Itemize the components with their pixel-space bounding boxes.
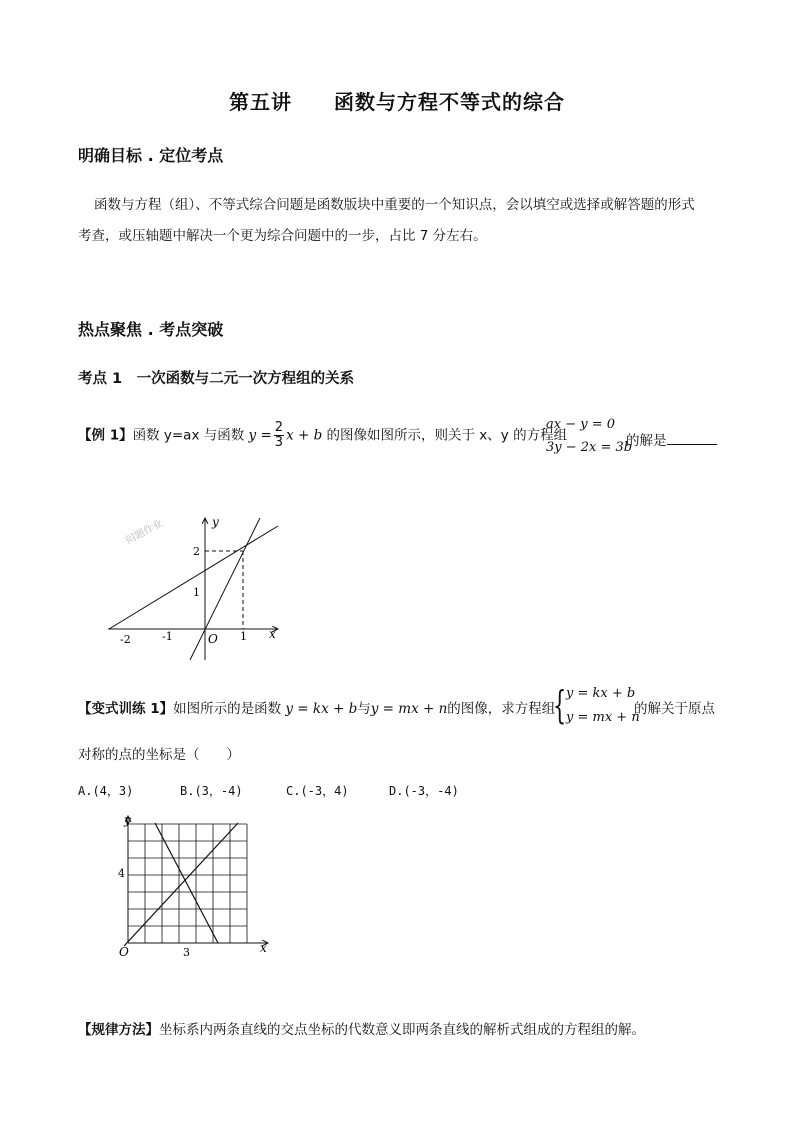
example1-fraction: [274, 421, 284, 450]
kaodian-heading: 考点 1 一次函数与二元一次方程组的关系: [78, 371, 355, 387]
variant1-text-b: 的图像，求方程组: [447, 701, 556, 717]
example1-answer: [626, 429, 717, 449]
example1-text-a: 函数 y=ax 与函数: [132, 427, 245, 444]
title-part1: 第五讲: [229, 90, 292, 114]
tick-label-x-3: 3: [183, 946, 190, 959]
rule-line: [78, 1018, 645, 1038]
line-y-ax: [190, 518, 260, 660]
section1-para-line2: 考查，或压轴题中解决一个更为综合问题中的一步，占比 7 分左右。: [78, 228, 487, 244]
section2-heading: 热点聚焦 . 考点突破: [78, 320, 224, 339]
y-axis-label: y: [124, 813, 131, 827]
example1-eq-y: y =: [248, 427, 272, 444]
section1-heading: 明确目标 . 定位考点: [78, 146, 224, 165]
example1-tag: 【例 1】: [78, 427, 133, 444]
tick-label-x-neg1: -1: [162, 630, 173, 643]
variant1-system-line1: y = kx + b: [566, 686, 636, 701]
tick-label-x-1: 1: [240, 630, 247, 643]
fraction-denominator: 3: [274, 435, 284, 450]
system-brace: {: [553, 683, 567, 727]
x-axis-label: x: [260, 941, 267, 955]
choice-c[interactable]: C.(-3，4): [286, 784, 349, 798]
variant1-eq2: y = mx + n: [370, 701, 448, 717]
answer-blank[interactable]: [667, 432, 717, 445]
variant1-tag: 【变式训练 1】: [78, 701, 174, 717]
section1-para-line1: 函数与方程（组）、不等式综合问题是函数版块中重要的一个知识点，会以填空或选择或解答题的形式: [94, 197, 695, 213]
variant1-text-a: 如图所示的是函数: [173, 701, 282, 717]
example1-system-line1: ax − y = 0: [546, 417, 616, 432]
variant1-text-c: 的解关于原点: [634, 701, 715, 717]
example1-eq-rest: x + b: [286, 427, 323, 444]
grid: [128, 824, 247, 943]
variant1-eq1: y = kx + b: [285, 701, 358, 717]
tick-label-y-1: 1: [193, 586, 200, 599]
origin-label: O: [208, 632, 218, 646]
example1-text-b: 的图像如图所示，则关于 x、y 的方程组: [326, 427, 568, 444]
origin-label: O: [119, 945, 129, 959]
example1-graph: [100, 510, 290, 665]
page-title: [0, 86, 794, 115]
x-axis-label: x: [269, 627, 276, 641]
variant1-text-and: 与: [357, 701, 371, 717]
variant1-system-line2: y = mx + n: [566, 710, 640, 725]
fraction-numerator: 2: [274, 420, 284, 435]
example1-line: [78, 421, 567, 450]
tick-label-x-neg2: -2: [120, 633, 131, 646]
rule-text: 坐标系内两条直线的交点坐标的代数意义即两条直线的解析式组成的方程组的解。: [159, 1022, 645, 1038]
title-part2: 函数与方程不等式的综合: [334, 90, 565, 114]
y-axis-label: y: [212, 515, 219, 529]
rule-tag: 【规律方法】: [78, 1022, 159, 1038]
line-y-mx-plus-n: [124, 823, 238, 946]
choice-d[interactable]: D.(-3，-4): [389, 784, 459, 798]
variant1-graph: [110, 810, 280, 960]
variant1-line2: 对称的点的坐标是（ ）: [78, 747, 240, 763]
watermark: 闷题作业: [124, 518, 165, 547]
choice-a[interactable]: A.(4，3): [78, 784, 134, 798]
variant1-line1: [78, 697, 555, 717]
example1-text-c: 的解是: [626, 433, 667, 449]
choice-b[interactable]: B.(3，-4): [180, 784, 243, 798]
tick-label-y-4: 4: [118, 867, 125, 880]
tick-label-y-2: 2: [193, 545, 200, 558]
example1-system-line2: 3y − 2x = 3b: [546, 440, 633, 455]
